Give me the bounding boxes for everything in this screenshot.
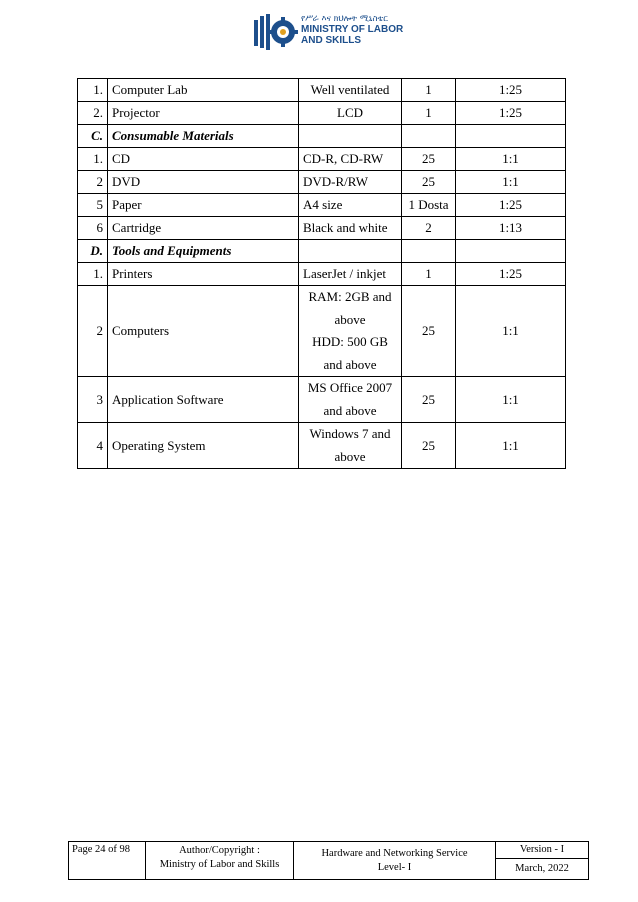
empty-cell xyxy=(299,240,402,263)
specification-line: HDD: 500 GB xyxy=(312,334,388,349)
item-specification: DVD-R/RW xyxy=(299,171,402,194)
item-name: Computers xyxy=(108,286,299,377)
section-title: Consumable Materials xyxy=(108,125,299,148)
item-ratio: 1:25 xyxy=(456,194,566,217)
logo-amharic-text: የሥራ እና ክህሎት ሚኒስቴር xyxy=(301,14,388,24)
item-specification xyxy=(299,377,402,423)
item-specification xyxy=(299,286,402,377)
empty-cell xyxy=(299,125,402,148)
item-ratio: 1:1 xyxy=(456,148,566,171)
table-row xyxy=(78,377,566,423)
empty-cell xyxy=(456,240,566,263)
item-name: Operating System xyxy=(108,423,299,469)
footer-date: March, 2022 xyxy=(496,859,589,880)
item-name: Application Software xyxy=(108,377,299,423)
ministry-logo xyxy=(253,12,403,52)
table-section-row xyxy=(78,125,566,148)
specification-line: Windows 7 and xyxy=(309,426,391,441)
item-ratio: 1:25 xyxy=(456,263,566,286)
specification-line: above xyxy=(334,311,366,327)
item-ratio: 1:1 xyxy=(456,377,566,423)
footer-page-number: Page 24 of 98 xyxy=(69,842,146,880)
item-number: 1. xyxy=(78,79,108,102)
table-row xyxy=(78,423,566,469)
item-specification: CD-R, CD-RW xyxy=(299,148,402,171)
specification-line: MS Office 2007 xyxy=(307,380,393,395)
item-quantity: 25 xyxy=(402,286,456,377)
empty-cell xyxy=(402,240,456,263)
table-row xyxy=(78,171,566,194)
item-number: 2. xyxy=(78,102,108,125)
item-ratio: 1:1 xyxy=(456,286,566,377)
item-name: Printers xyxy=(108,263,299,286)
section-title: Tools and Equipments xyxy=(108,240,299,263)
item-name: DVD xyxy=(108,171,299,194)
item-name: Computer Lab xyxy=(108,79,299,102)
item-quantity: 25 xyxy=(402,377,456,423)
item-ratio: 1:25 xyxy=(456,102,566,125)
item-name: Cartridge xyxy=(108,217,299,240)
item-quantity: 1 xyxy=(402,102,456,125)
item-number: 2 xyxy=(78,171,108,194)
footer-document-title xyxy=(294,842,496,880)
table-row xyxy=(78,217,566,240)
item-ratio: 1:1 xyxy=(456,171,566,194)
table-section-row xyxy=(78,240,566,263)
item-quantity: 2 xyxy=(402,217,456,240)
table-row xyxy=(78,286,566,377)
item-specification: A4 size xyxy=(299,194,402,217)
specification-line: RAM: 2GB and xyxy=(308,289,392,304)
item-specification xyxy=(299,423,402,469)
item-specification: Well ventilated xyxy=(299,79,402,102)
item-number: 4 xyxy=(78,423,108,469)
footer-version: Version - I xyxy=(496,842,589,859)
item-name: CD xyxy=(108,148,299,171)
section-letter: C. xyxy=(78,125,108,148)
item-name: Projector xyxy=(108,102,299,125)
item-name: Paper xyxy=(108,194,299,217)
item-quantity: 25 xyxy=(402,423,456,469)
item-number: 1. xyxy=(78,148,108,171)
table-row xyxy=(78,148,566,171)
item-number: 3 xyxy=(78,377,108,423)
specification-line: above xyxy=(334,448,366,464)
empty-cell xyxy=(402,125,456,148)
item-quantity: 1 xyxy=(402,79,456,102)
item-quantity: 1 Dosta xyxy=(402,194,456,217)
item-specification: Black and white xyxy=(299,217,402,240)
item-ratio: 1:25 xyxy=(456,79,566,102)
table-row xyxy=(78,102,566,125)
item-quantity: 25 xyxy=(402,148,456,171)
footer-author xyxy=(146,842,294,880)
table-row xyxy=(78,194,566,217)
item-ratio: 1:13 xyxy=(456,217,566,240)
footer-author-label: Author/Copyright : xyxy=(179,845,260,856)
logo-english-line-2: AND SKILLS xyxy=(301,35,361,46)
table-row xyxy=(78,263,566,286)
item-ratio: 1:1 xyxy=(456,423,566,469)
footer-author-name: Ministry of Labor and Skills xyxy=(159,859,280,870)
item-number: 6 xyxy=(78,217,108,240)
resources-table xyxy=(77,78,566,469)
ministry-logo-icon xyxy=(253,12,299,52)
empty-cell xyxy=(456,125,566,148)
item-specification: LCD xyxy=(299,102,402,125)
specification-line: and above xyxy=(323,356,377,372)
table-row xyxy=(78,79,566,102)
section-letter: D. xyxy=(78,240,108,263)
item-quantity: 25 xyxy=(402,171,456,194)
resources-table-body xyxy=(78,79,566,469)
specification-line: and above xyxy=(323,402,377,418)
ministry-logo-text xyxy=(301,14,411,46)
footer-title-line-2: Level- I xyxy=(377,861,412,873)
item-specification: LaserJet / inkjet xyxy=(299,263,402,286)
logo-english-line-1: MINISTRY OF LABOR xyxy=(301,24,404,35)
item-number: 1. xyxy=(78,263,108,286)
page-footer xyxy=(68,841,589,880)
item-number: 2 xyxy=(78,286,108,377)
item-number: 5 xyxy=(78,194,108,217)
footer-title-line-1: Hardware and Networking Service xyxy=(321,847,468,859)
item-quantity: 1 xyxy=(402,263,456,286)
